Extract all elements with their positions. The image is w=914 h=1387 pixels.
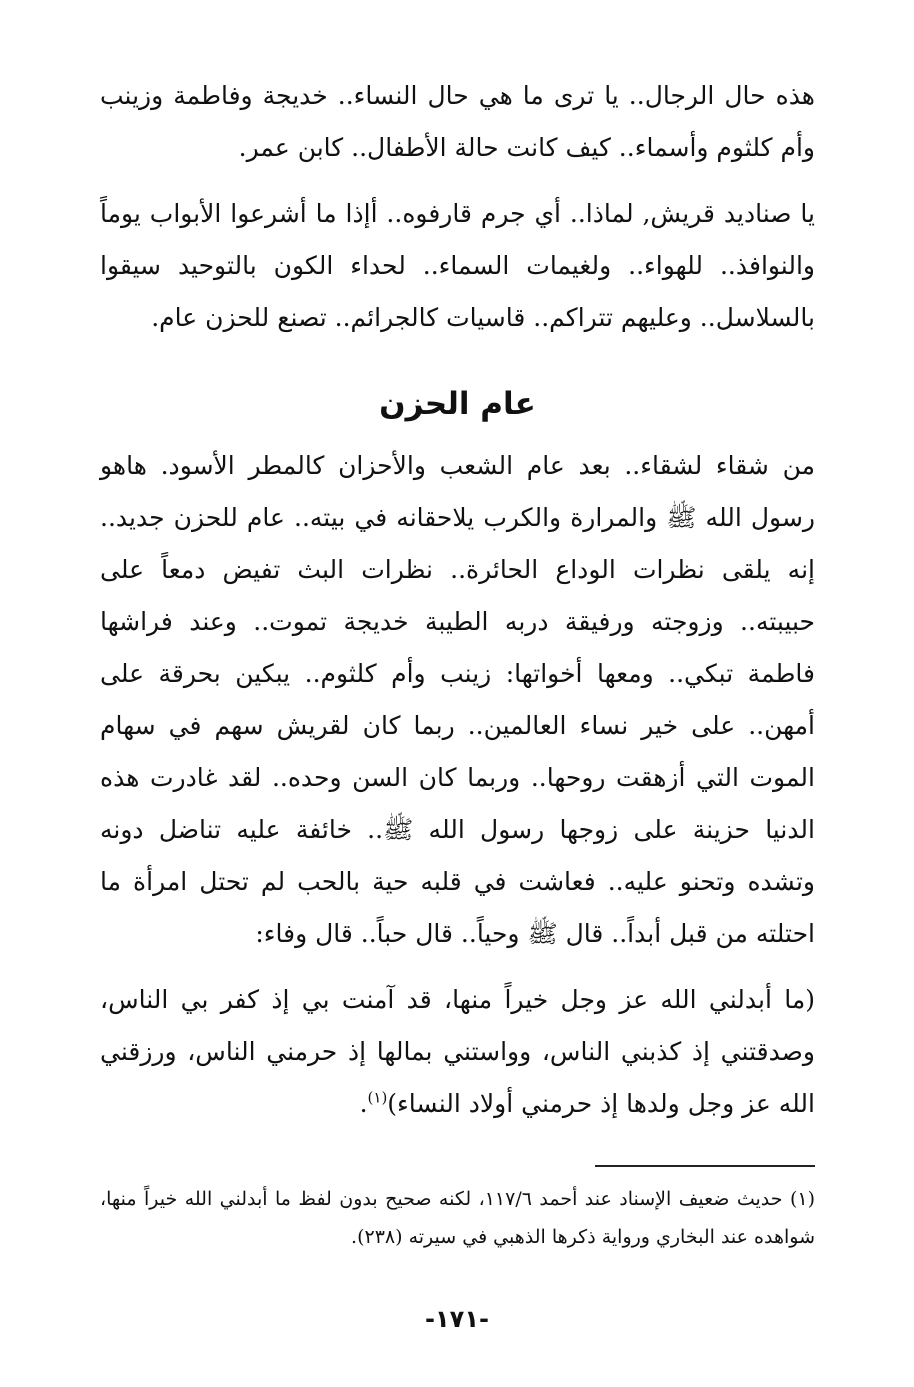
page-number: -١٧١- xyxy=(425,1305,489,1333)
page-body xyxy=(100,70,815,1130)
paragraph-2: يا صناديد قريش, لماذا.. أي جرم قارفوه.. أإذا ما أشرعوا الأبواب يوماً والنوافذ.. للهواء.. ولغيمات السماء.. لحداء الكون بالتوحيد سيقوا بالسلاسل.. وعليهم تتراكم.. قاسيات كالجرائم.. تصنع للحزن عام. xyxy=(100,199,815,332)
section-heading: عام الحزن xyxy=(379,386,536,422)
paragraph-main: من شقاء لشقاء.. بعد عام الشعب والأحزان كالمطر الأسود. هاهو رسول الله ﷺ والمرارة والكرب يلاحقانه في بيته.. عام للحزن جديد.. إنه يلقى نظرات الوداع الحائرة.. نظرات البث تفيض دمعاً على حبيبته.. وزوجته ورفيقة دربه الطيبة خديجة تموت.. وعند فراشها فاطمة تبكي.. ومعها أخواتها: زينب وأم كلثوم.. يبكين بحرقة على أمهن.. على خير نساء العالمين.. ربما كان لقريش سهم في سهام الموت التي أزهقت روحها.. وربما كان السن وحده.. لقد غادرت هذه الدنيا حزينة على زوجها رسول الله ﷺ.. خائفة عليه تناضل دونه وتشده وتحنو عليه.. فعاشت في قلبه حية بالحب لم تحتل امرأة ما احتلته من قبل أبداً.. قال ﷺ وحياً.. قال حباً.. قال وفاء: xyxy=(100,451,815,948)
hadith-quote xyxy=(100,974,815,1130)
footnote-divider xyxy=(595,1165,815,1167)
paragraph-1: هذه حال الرجال.. يا ترى ما هي حال النساء.. خديجة وفاطمة وزينب وأم كلثوم وأسماء.. كيف كانت حالة الأطفال.. كابن عمر. xyxy=(100,81,815,162)
quote-end-mark: . xyxy=(359,1089,368,1118)
footnote: (١) حديث ضعيف الإسناد عند أحمد ١١٧/٦، لكنه صحيح بدون لفظ ما أبدلني الله خيراً منها، شواهده عند البخاري ورواية ذكرها الذهبي في سيرته (٢٣٨). xyxy=(100,1188,815,1248)
footnote-reference: (١) xyxy=(367,1088,388,1107)
quote-text: (ما أبدلني الله عز وجل خيراً منها، قد آمنت بي إذ كفر بي الناس، وصدقتني إذ كذبني الناس، وواستني بمالها إذ حرمني الناس، ورزقني الله عز وجل ولدها إذ حرمني أولاد النساء) xyxy=(100,985,815,1118)
